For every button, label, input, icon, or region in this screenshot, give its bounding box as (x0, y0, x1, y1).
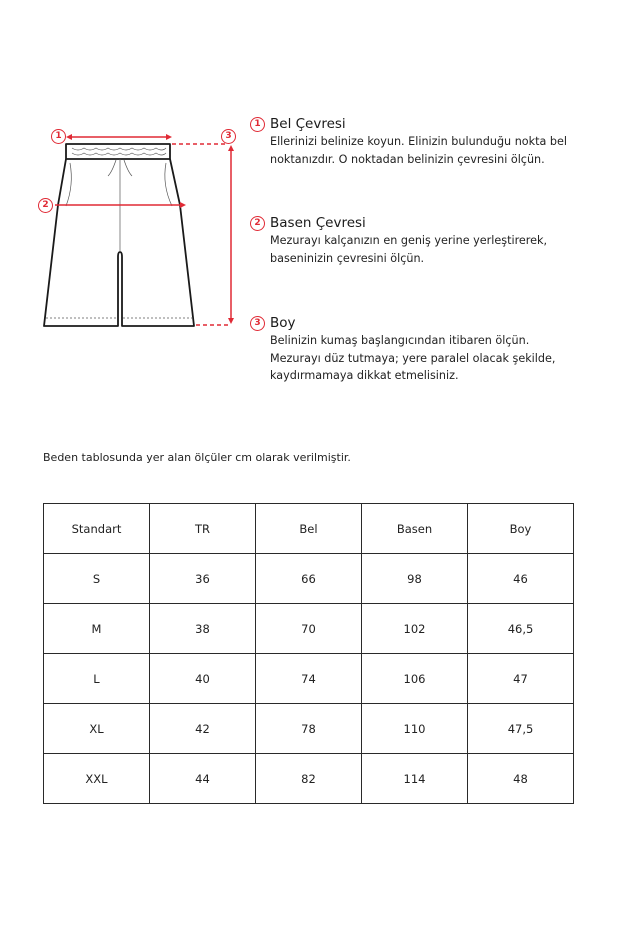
table-row (44, 754, 574, 804)
size-table (43, 503, 574, 804)
instruction-line: Ellerinizi belinize koyun. Elinizin bulunduğu nokta bel (270, 135, 567, 148)
instruction-2-title: Basen Çevresi (270, 215, 366, 231)
header-cell: Bel (256, 504, 362, 554)
table-row (44, 554, 574, 604)
table-cell: 40 (150, 654, 256, 704)
table-cell: 38 (150, 604, 256, 654)
instruction-1-text (270, 133, 590, 168)
instruction-2-text (270, 232, 590, 267)
table-cell: M (44, 604, 150, 654)
instruction-line: Belinizin kumaş başlangıcından itibaren ölçün. (270, 334, 530, 347)
table-cell: XL (44, 704, 150, 754)
header-cell: TR (150, 504, 256, 554)
table-cell: 82 (256, 754, 362, 804)
table-cell: 102 (362, 604, 468, 654)
table-row (44, 604, 574, 654)
table-cell: 48 (468, 754, 574, 804)
table-cell: 110 (362, 704, 468, 754)
table-cell: 114 (362, 754, 468, 804)
length-measure-line (172, 144, 234, 325)
table-row (44, 704, 574, 754)
table-cell: 66 (256, 554, 362, 604)
table-cell: 46,5 (468, 604, 574, 654)
table-cell: 44 (150, 754, 256, 804)
instruction-line: Mezurayı düz tutmaya; yere paralel olacak şekilde, (270, 351, 556, 365)
table-cell: L (44, 654, 150, 704)
instruction-line: Mezurayı kalçanızın en geniş yerine yerleştirerek, (270, 234, 548, 247)
shorts-outline (44, 144, 194, 326)
instruction-line: kaydırmamaya dikkat etmelisiniz. (270, 369, 459, 382)
instruction-line: noktanızdır. O noktadan belinizin çevresini ölçün. (270, 152, 545, 166)
marker-3: 3 (221, 129, 236, 144)
marker-1: 1 (51, 129, 66, 144)
instruction-2-number: 2 (250, 216, 265, 231)
table-cell: 36 (150, 554, 256, 604)
table-cell: 46 (468, 554, 574, 604)
table-header-row (44, 504, 574, 554)
waistband-gathers (46, 148, 193, 318)
instruction-1-number: 1 (250, 117, 265, 132)
table-cell: 70 (256, 604, 362, 654)
table-cell: 47 (468, 654, 574, 704)
table-cell: 74 (256, 654, 362, 704)
table-row (44, 654, 574, 704)
table-cell: 106 (362, 654, 468, 704)
instruction-1-title: Bel Çevresi (270, 116, 346, 132)
table-cell: S (44, 554, 150, 604)
header-cell: Standart (44, 504, 150, 554)
shorts-diagram (0, 0, 260, 340)
instruction-line: baseninizin çevresini ölçün. (270, 251, 425, 265)
instruction-3-number: 3 (250, 316, 265, 331)
table-cell: XXL (44, 754, 150, 804)
units-note: Beden tablosunda yer alan ölçüler cm olarak verilmiştir. (43, 451, 351, 464)
instruction-3-text (270, 332, 590, 385)
table-cell: 78 (256, 704, 362, 754)
hip-measure-line (55, 202, 186, 208)
waist-measure-line (66, 134, 172, 140)
table-cell: 98 (362, 554, 468, 604)
table-cell: 47,5 (468, 704, 574, 754)
instruction-3-title: Boy (270, 315, 296, 331)
header-cell: Boy (468, 504, 574, 554)
header-cell: Basen (362, 504, 468, 554)
marker-2: 2 (38, 198, 53, 213)
table-cell: 42 (150, 704, 256, 754)
